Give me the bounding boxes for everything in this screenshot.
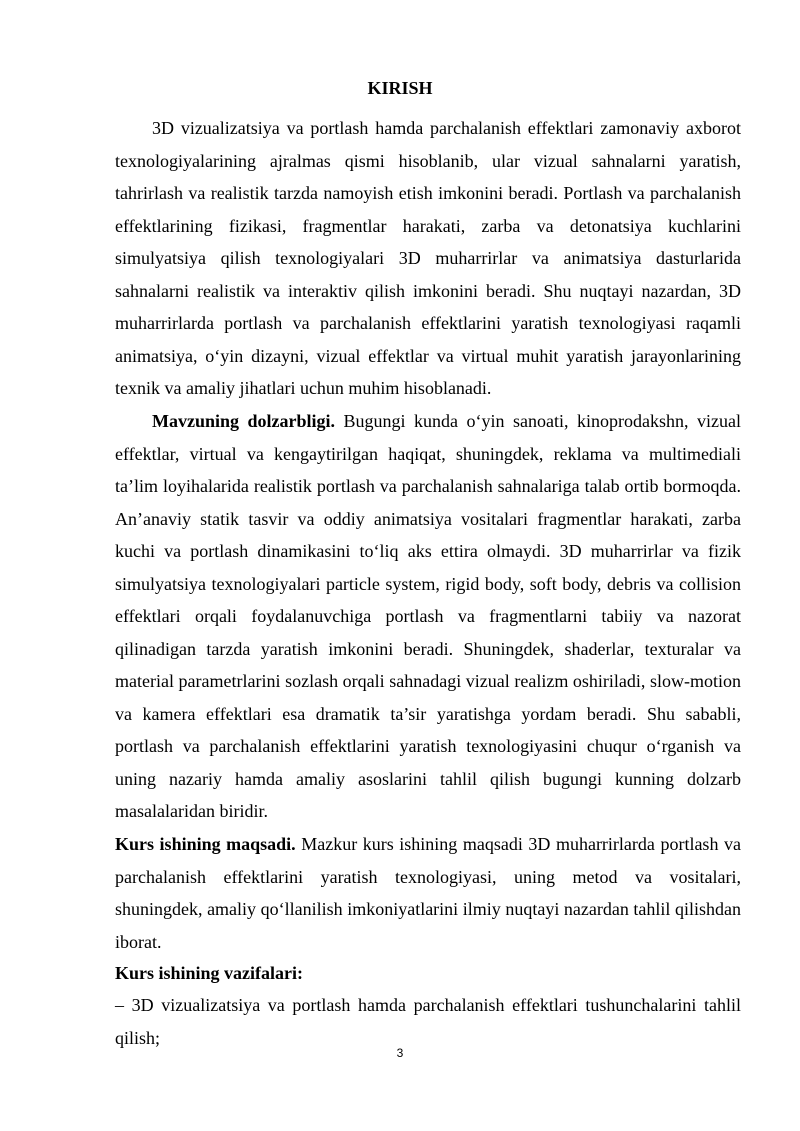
task-item: – 3D vizualizatsiya va portlash hamda parchalanish effektlari tushunchalarini tahlil qilish; [115, 995, 741, 1048]
relevance-paragraph [115, 405, 741, 828]
page-title: KIRISH [367, 78, 433, 98]
relevance-heading: Mavzuning dolzarbligi. [152, 411, 336, 431]
goal-heading: Kurs ishining maqsadi. [115, 834, 296, 854]
page-number: 3 [396, 1046, 404, 1060]
goal-paragraph [115, 828, 741, 958]
tasks-heading: Kurs ishining vazifalari: [115, 963, 304, 983]
intro-paragraph: 3D vizualizatsiya va portlash hamda parchalanish effektlari zamonaviy axborot texnologiyalarining ajralmas qismi hisoblanib, ular vizual sahnalarni yaratish, tahrirlash va realistik tarzda namoyish etish imkonini beradi. Portlash va parchalanish effektlarining fizikasi, fragmentlar harakati, zarba va detonatsiya kuchlarini simulyatsiya qilish texnologiyalari 3D muharrirlar va animatsiya dasturlarida sahnalarni realistik va interaktiv qilish imkonini beradi. Shu nuqtayi nazardan, 3D muharrirlarda portlash va parchalanish effektlarini yaratish texnologiyasi raqamli animatsiya, o‘yin dizayni, vizual effektlar va virtual muhit yaratish jarayonlarining texnik va amaliy jihatlari uchun muhim hisoblanadi. [115, 118, 741, 398]
relevance-text: Bugungi kunda o‘yin sanoati, kinoprodakshn, vizual effektlar, virtual va kengaytirilgan haqiqat, shuningdek, reklama va multimediali ta’lim loyihalarida realistik portlash va parchalanish sahnalariga talab ortib bormoqda. An’anaviy statik tasvir va oddiy animatsiya vositalari fragmentlar harakati, zarba kuchi va portlash dinamikasini to‘liq aks ettira olmaydi. 3D muharrirlar va fizik simulyatsiya texnologiyalari particle system, rigid body, soft body, debris va collision effektlari orqali foydalanuvchiga portlash va fragmentlarni tabiiy va nazorat qilinadigan tarzda yaratish imkonini beradi. Shuningdek, shaderlar, texturalar va material parametrlarini sozlash orqali sahnadagi vizual realizm oshiriladi, slow-motion va kamera effektlari esa dramatik ta’sir yaratishga yordam beradi. Shu sababli, portlash va parchalanish effektlarini yaratish texnologiyasini chuqur o‘rganish va uning nazariy hamda amaliy asoslarini tahlil qilish bugungi kunning dolzarb masalalaridan biridir. [115, 411, 742, 821]
goal-text: Mazkur kurs ishining maqsadi 3D muharrirlarda portlash va parchalanish effektlarini yaratish texnologiyasi, uning metod va vositalari, shuningdek, amaliy qo‘llanilish imkoniyatlarini ilmiy nuqtayi nazardan tahlil qilishdan iborat. [115, 834, 741, 952]
